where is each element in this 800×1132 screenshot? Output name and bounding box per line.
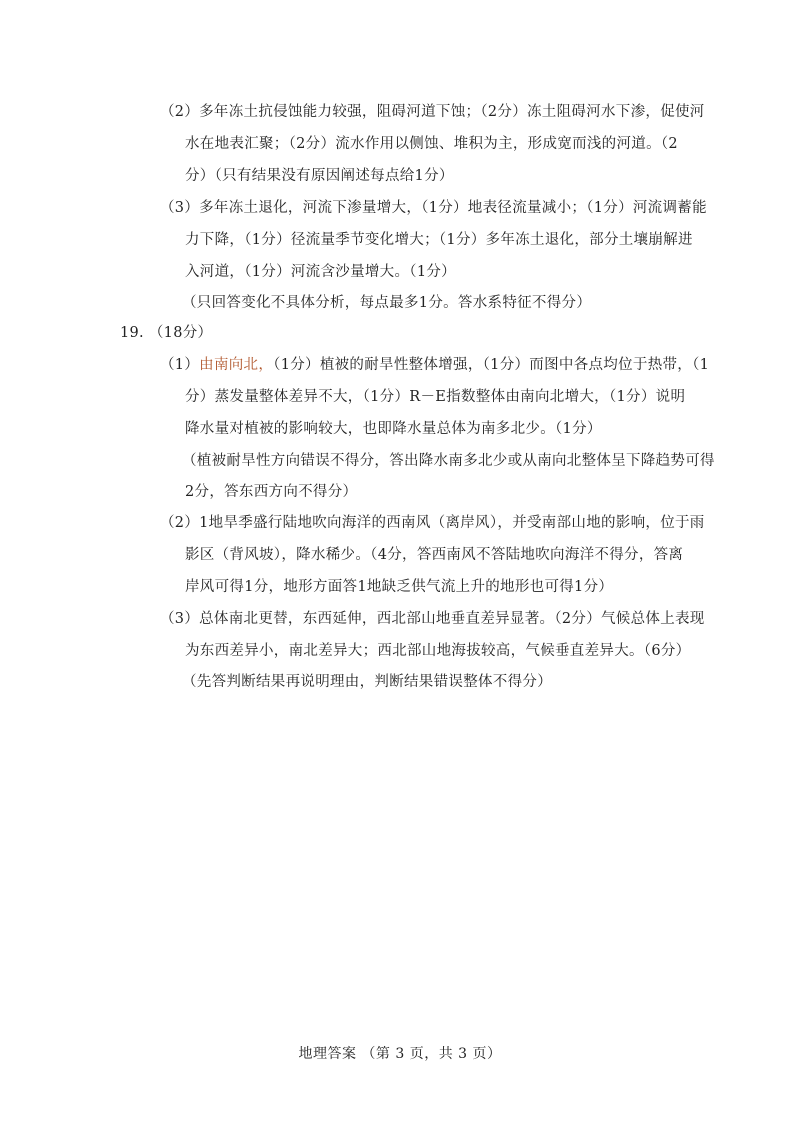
- q19-1-line-2: 分）蒸发量整体差异不大，（1分）R－E指数整体由南向北增大，（1分）说明: [185, 389, 686, 405]
- q19-1-note-2: 2分，答东西方向不得分）: [185, 484, 358, 500]
- answer-2-line-3: 分）（只有结果没有原因阐述每点给1分）: [185, 168, 454, 184]
- q19-1-line-3: 降水量对植被的影响较大，也即降水量总体为南多北少。（1分）: [185, 421, 602, 437]
- answer-3-note: （只回答变化不具体分析，每点最多1分。答水系特征不得分）: [182, 295, 592, 311]
- answer-3-line-3: 入河道，（1分）河流含沙量增大。（1分）: [185, 264, 456, 280]
- question-19-heading: 19. （18分）: [120, 325, 213, 341]
- answer-2-line-1: （2）多年冻土抗侵蚀能力较强，阻碍河道下蚀；（2分）冻土阻碍河水下渗，促使河: [160, 104, 705, 120]
- q19-1-note-1: （植被耐旱性方向错误不得分，答出降水南多北少或从南向北整体呈下降趋势可得: [182, 453, 715, 469]
- q19-3-note: （先答判断结果再说明理由，判断结果错误整体不得分）: [182, 674, 552, 690]
- q19-1-highlight: 由南向北，: [199, 357, 274, 373]
- q19-1-line-1: [160, 355, 709, 375]
- q19-2-line-2: 影区（背风坡），降水稀少。（4分，答西南风不答陆地吹向海洋不得分，答离: [185, 547, 684, 563]
- q19-1-rest: （1分）植被的耐旱性整体增强，（1分）而图中各点均位于热带，（1: [273, 357, 710, 373]
- q19-1-prefix: （1）: [160, 357, 200, 373]
- q19-3-line-1: （3）总体南北更替，东西延伸，西北部山地垂直差异显著。（2分）气候总体上表现: [160, 611, 705, 627]
- answer-2-line-2: 水在地表汇聚；（2分）流水作用以侧蚀、堆积为主，形成宽而浅的河道。（2: [185, 136, 678, 152]
- q19-3-line-2: 为东西差异小，南北差异大；西北部山地海拔较高，气候垂直差异大。（6分）: [185, 643, 691, 659]
- q19-2-line-1: （2）1地旱季盛行陆地吹向海洋的西南风（离岸风），并受南部山地的影响，位于雨: [160, 515, 705, 531]
- answer-3-line-1: （3）多年冻土退化，河流下渗量增大，（1分）地表径流量减小；（1分）河流调蓄能: [160, 200, 707, 216]
- q19-2-line-3: 岸风可得1分，地形方面答1地缺乏供气流上升的地形也可得1分）: [185, 579, 614, 595]
- answer-3-line-2: 力下降，（1分）径流量季节变化增大；（1分）多年冻土退化，部分土壤崩解进: [185, 232, 693, 248]
- page-footer: 地理答案 （第 3 页，共 3 页）: [298, 1046, 502, 1062]
